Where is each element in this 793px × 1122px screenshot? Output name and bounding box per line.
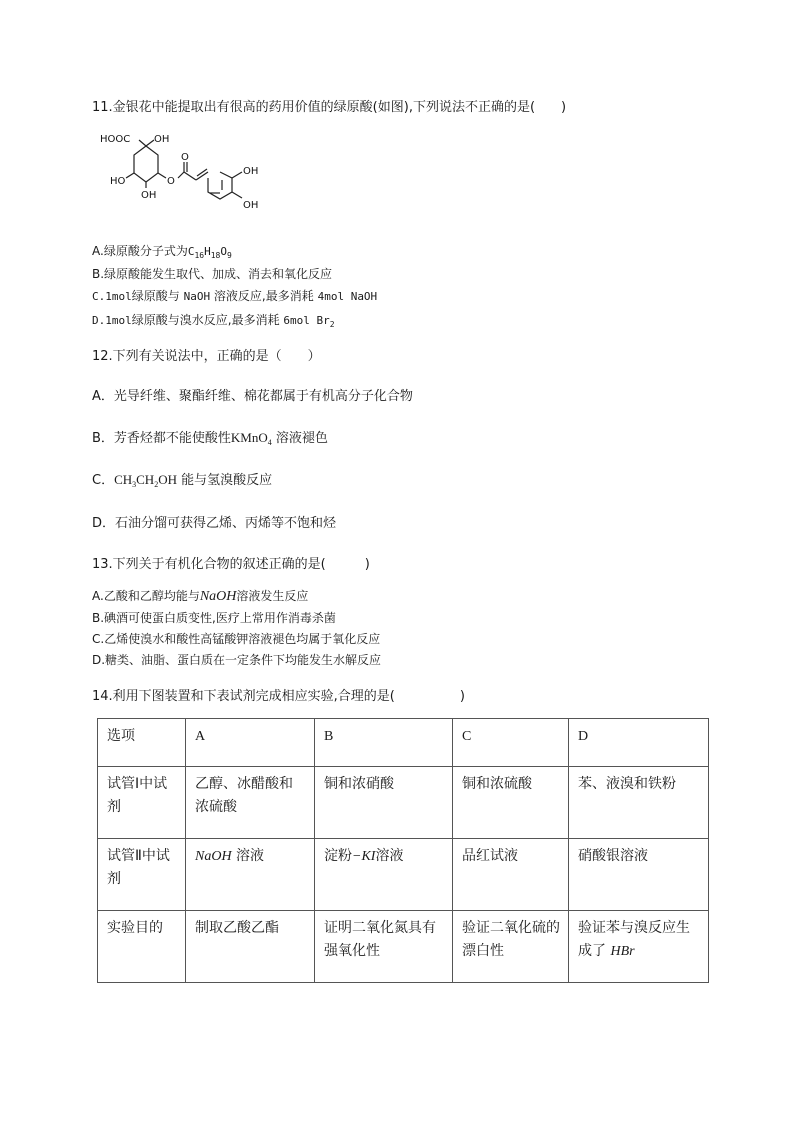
- header-cell: A: [186, 719, 315, 767]
- mol-label-oh3: OH: [141, 190, 157, 201]
- q13-option-a: A.乙酸和乙醇均能与NaOH溶液发生反应: [92, 589, 309, 604]
- table-cell: 验证二氧化硫的漂白性: [453, 911, 569, 983]
- header-cell: C: [453, 719, 569, 767]
- mol-label-o-ester: O: [167, 176, 175, 187]
- q13-option-d: D.糖类、油脂、蛋白质在一定条件下均能发生水解反应: [92, 653, 382, 667]
- mol-label-oh5: OH: [243, 200, 259, 211]
- experiment-table: [97, 718, 709, 983]
- table-row: [98, 839, 709, 911]
- table-cell: 品红试液: [453, 839, 569, 911]
- table-header-row: [98, 719, 709, 767]
- table-cell: 铜和浓硫酸: [453, 767, 569, 839]
- row-label: 实验目的: [98, 911, 186, 983]
- q12-option-d: D．石油分馏可获得乙烯、丙烯等不饱和烃: [92, 516, 337, 531]
- table-cell: 证明二氧化氮具有强氧化性: [315, 911, 453, 983]
- table-cell: 验证苯与溴反应生成了 HBr: [569, 911, 709, 983]
- q12-option-b: B．芳香烃都不能使酸性KMnO$_4$ 溶液褪色: [92, 430, 328, 447]
- q13-option-c: C.乙烯使溴水和酸性高锰酸钾溶液褪色均属于氧化反应: [92, 632, 381, 646]
- table-row: [98, 767, 709, 839]
- mol-label-cooh: HOOC: [100, 134, 131, 145]
- table-row: [98, 911, 709, 983]
- table-cell: 制取乙酸乙酯: [186, 911, 315, 983]
- mol-label-oh1: OH: [154, 134, 170, 145]
- q11-option-b: B.绿原酸能发生取代、加成、消去和氧化反应: [92, 267, 333, 281]
- table-cell: 淀粉−KI溶液: [315, 839, 453, 911]
- q11-stem: 11.金银花中能提取出有很高的药用价值的绿原酸(如图),下列说法不正确的是( ): [92, 100, 567, 115]
- header-cell: D: [569, 719, 709, 767]
- mol-label-o-carbonyl: O: [181, 152, 189, 163]
- row-label: 试管Ⅰ中试剂: [98, 767, 186, 839]
- q13-option-b: B.碘酒可使蛋白质变性,医疗上常用作消毒杀菌: [92, 611, 336, 625]
- table-cell: 铜和浓硝酸: [315, 767, 453, 839]
- chlorogenic-acid-structure: [96, 128, 276, 223]
- header-cell: B: [315, 719, 453, 767]
- q13-stem: 13.下列关于有机化合物的叙述正确的是( ): [92, 557, 370, 572]
- table-cell: 硝酸银溶液: [569, 839, 709, 911]
- q12-stem: 12.下列有关说法中，正确的是（ ）: [92, 349, 321, 364]
- table-cell: 苯、液溴和铁粉: [569, 767, 709, 839]
- table-cell: NaOH 溶液: [186, 839, 315, 911]
- q11-option-d: D.1mol绿原酸与溴水反应,最多消耗 6mol $Br_2$: [92, 313, 335, 329]
- mol-label-ho: HO: [110, 176, 126, 187]
- header-cell: 选项: [98, 719, 186, 767]
- q11-option-a: A.绿原酸分子式为$C_{16}H_{18}O_9$: [92, 244, 232, 260]
- q12-option-c: C．$CH_3CH_2OH$ 能与氢溴酸反应: [92, 472, 273, 489]
- q12-option-a: A．光导纤维、聚酯纤维、棉花都属于有机高分子化合物: [92, 389, 413, 404]
- q11-option-c: C.1mol绿原酸与 NaOH 溶液反应,最多消耗 4mol NaOH: [92, 289, 378, 303]
- table-cell: 乙醇、冰醋酸和浓硫酸: [186, 767, 315, 839]
- q14-stem: 14.利用下图装置和下表试剂完成相应实验,合理的是( ): [92, 689, 465, 704]
- mol-label-oh4: OH: [243, 166, 259, 177]
- row-label: 试管Ⅱ中试剂: [98, 839, 186, 911]
